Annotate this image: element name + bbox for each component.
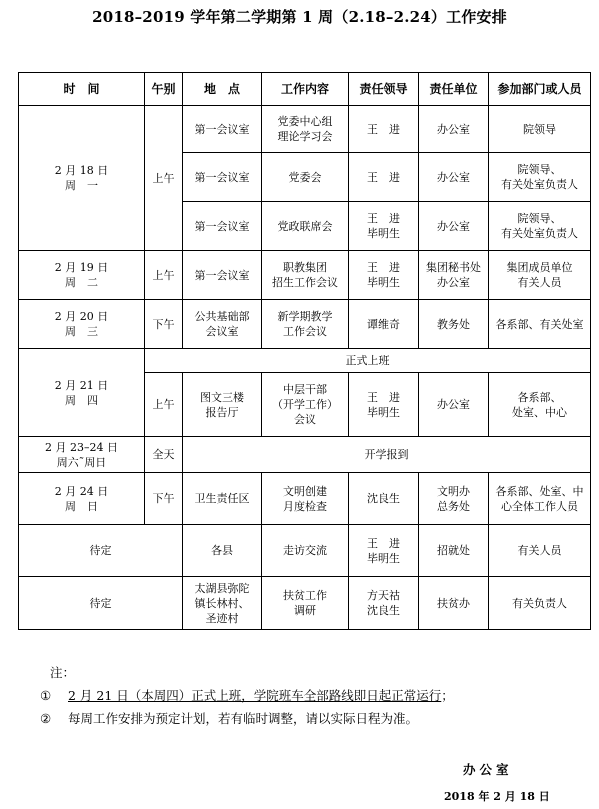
cell-ampm: 上午 <box>145 106 183 251</box>
table-row <box>19 577 591 630</box>
cell-unit: 教务处 <box>419 300 489 349</box>
header-ampm: 午别 <box>145 73 183 106</box>
table-row <box>19 106 591 153</box>
cell-time: 2 月 23–24 日 周六˜周日 <box>19 437 145 473</box>
table-row <box>19 437 591 473</box>
cell-unit: 办公室 <box>419 153 489 202</box>
cell-participants: 有关负责人 <box>489 577 591 630</box>
cell-leader: 沈良生 <box>349 473 419 525</box>
header-unit: 责任单位 <box>419 73 489 106</box>
cell-leader: 王 进 毕明生 <box>349 202 419 251</box>
cell-location: 第一会议室 <box>183 153 262 202</box>
cell-time: 待定 <box>19 525 183 577</box>
cell-ampm: 上午 <box>145 251 183 300</box>
table-row <box>19 349 591 373</box>
header-leader: 责任领导 <box>349 73 419 106</box>
cell-location: 卫生责任区 <box>183 473 262 525</box>
cell-content: 中层干部 （开学工作） 会议 <box>262 373 349 437</box>
cell-location: 图文三楼 报告厅 <box>183 373 262 437</box>
cell-unit: 办公室 <box>419 106 489 153</box>
cell-participants: 各系部、有关处室 <box>489 300 591 349</box>
cell-unit: 招就处 <box>419 525 489 577</box>
cell-time: 2 月 20 日 周 三 <box>19 300 145 349</box>
cell-participants: 各系部、 处室、中心 <box>489 373 591 437</box>
note-item <box>40 684 580 707</box>
cell-content: 新学期教学 工作会议 <box>262 300 349 349</box>
cell-ampm: 下午 <box>145 473 183 525</box>
cell-content: 扶贫工作 调研 <box>262 577 349 630</box>
cell-content: 党委会 <box>262 153 349 202</box>
cell-time: 待定 <box>19 577 183 630</box>
cell-content: 党委中心组 理论学习会 <box>262 106 349 153</box>
cell-location: 太湖县弥陀 镇长林村、 圣迹村 <box>183 577 262 630</box>
note-marker: ② <box>40 711 52 726</box>
note-marker: ① <box>40 688 52 703</box>
page-title: 2018–2019 学年第二学期第 1 周（2.18–2.24）工作安排 <box>92 8 507 26</box>
cell-participants: 集团成员单位 有关人员 <box>489 251 591 300</box>
cell-leader: 王 进 毕明生 <box>349 373 419 437</box>
table-row <box>19 473 591 525</box>
cell-unit: 集团秘书处 办公室 <box>419 251 489 300</box>
cell-unit: 文明办 总务处 <box>419 473 489 525</box>
header-time: 时 间 <box>19 73 145 106</box>
cell-leader: 王 进 毕明生 <box>349 251 419 300</box>
cell-time: 2 月 19 日 周 二 <box>19 251 145 300</box>
cell-leader: 王 进 <box>349 153 419 202</box>
cell-leader: 王 进 毕明生 <box>349 525 419 577</box>
cell-ampm: 全天 <box>145 437 183 473</box>
issuer-office: 办公室 <box>463 762 513 777</box>
header-row <box>19 73 591 106</box>
cell-participants: 院领导、 有关处室负责人 <box>489 202 591 251</box>
cell-location: 各县 <box>183 525 262 577</box>
cell-location: 公共基础部 会议室 <box>183 300 262 349</box>
cell-location: 第一会议室 <box>183 202 262 251</box>
table-row <box>19 300 591 349</box>
schedule-table <box>18 72 591 630</box>
cell-content: 职教集团 招生工作会议 <box>262 251 349 300</box>
note-text: 每周工作安排为预定计划，若有临时调整，请以实际日程为准。 <box>68 711 419 726</box>
notes-heading: 注： <box>50 665 76 680</box>
cell-unit: 办公室 <box>419 202 489 251</box>
cell-location: 第一会议室 <box>183 251 262 300</box>
cell-ampm: 下午 <box>145 300 183 349</box>
cell-leader: 方天祜 沈良生 <box>349 577 419 630</box>
cell-unit: 办公室 <box>419 373 489 437</box>
cell-content: 走访交流 <box>262 525 349 577</box>
header-content: 工作内容 <box>262 73 349 106</box>
cell-span-note: 正式上班 <box>145 349 591 373</box>
cell-time: 2 月 21 日 周 四 <box>19 349 145 437</box>
cell-time: 2 月 18 日 周 一 <box>19 106 145 251</box>
cell-participants: 有关人员 <box>489 525 591 577</box>
header-location: 地 点 <box>183 73 262 106</box>
cell-participants: 院领导、 有关处室负责人 <box>489 153 591 202</box>
note-punctuation: ； <box>441 688 454 703</box>
cell-content: 文明创建 月度检查 <box>262 473 349 525</box>
cell-location: 第一会议室 <box>183 106 262 153</box>
header-participants: 参加部门或人员 <box>489 73 591 106</box>
note-item <box>40 707 580 730</box>
cell-content: 党政联席会 <box>262 202 349 251</box>
cell-participants: 各系部、处室、中 心全体工作人员 <box>489 473 591 525</box>
cell-span-note: 开学报到 <box>183 437 591 473</box>
cell-ampm: 上午 <box>145 373 183 437</box>
cell-leader: 谭维奇 <box>349 300 419 349</box>
notes-section <box>40 661 580 730</box>
table-row <box>19 525 591 577</box>
note-text: 2 月 21 日（本周四）正式上班，学院班车全部路线即日起正常运行 <box>68 688 442 703</box>
cell-leader: 王 进 <box>349 106 419 153</box>
cell-time: 2 月 24 日 周 日 <box>19 473 145 525</box>
cell-participants: 院领导 <box>489 106 591 153</box>
cell-unit: 扶贫办 <box>419 577 489 630</box>
table-row <box>19 251 591 300</box>
issue-date: 2018 年 2 月 18 日 <box>444 790 550 803</box>
